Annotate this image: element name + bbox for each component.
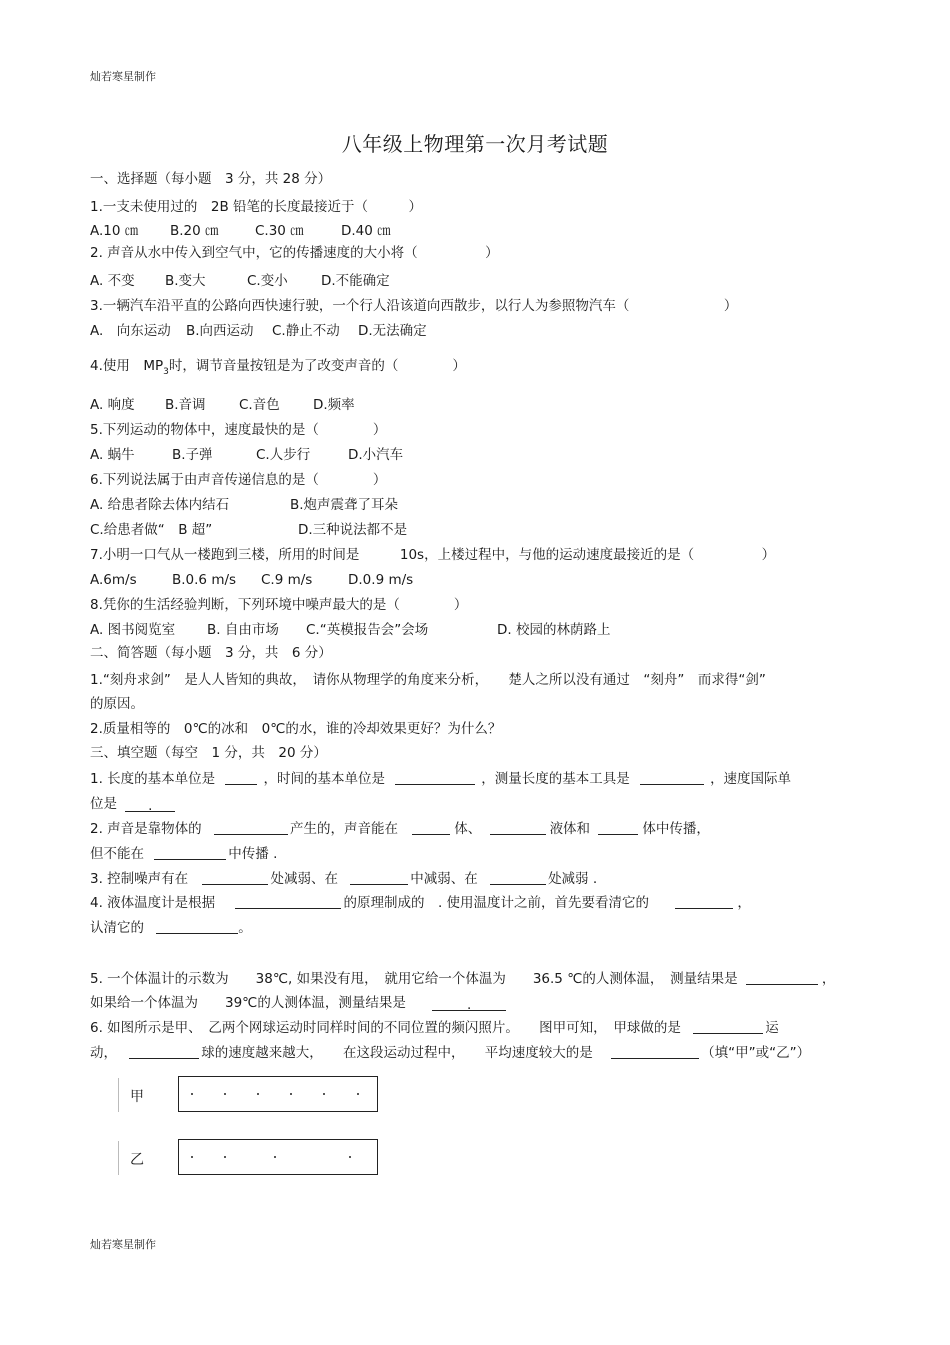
ball-yi-dot (191, 1156, 193, 1158)
q4-stem-subscript: 3 (163, 367, 169, 377)
fill-2-blank-4[interactable] (598, 820, 638, 835)
fill-5-blank-1[interactable] (746, 970, 818, 985)
q5-option-d: D.小汽车 (348, 447, 404, 463)
fill-2-line2 (90, 845, 277, 863)
fill-1-text-d: ，速度国际单 (710, 771, 792, 787)
fill-1-text-e: 位是 (90, 796, 117, 812)
q6-stem: 6.下列说法属于由声音传递信息的是（ ） (90, 472, 387, 488)
q1-option-b: B.20 ㎝ (170, 223, 219, 239)
fill-3 (90, 870, 597, 888)
fill-3-text-d: 处减弱 . (548, 871, 598, 887)
fill-5-text-c: 如果给一个体温为 39℃的人测体温，测量结果是 (90, 995, 406, 1011)
fill-4-text-c: ， (737, 895, 751, 911)
fill-6-text-b: 运 (765, 1020, 779, 1036)
page-footer: 灿若寒星制作 (90, 1238, 156, 1251)
fill-3-text-a: 3. 控制噪声有在 (90, 871, 189, 887)
ball-yi-photo-frame (178, 1139, 378, 1175)
q2-options (90, 272, 390, 290)
q7-stem: 7.小明一口气从一楼跑到三楼，所用的时间是 10s，上楼过程中，与他的运动速度最接近的是（ ） (90, 547, 776, 563)
ball-jia-dot (323, 1093, 325, 1095)
fill-3-blank-3[interactable] (490, 870, 546, 885)
q3-stem: 3.一辆汽车沿平直的公路向西快速行驶，一个行人沿该道向西散步，以行人为参照物汽车（ ） (90, 298, 738, 314)
fill-6-line1 (90, 1019, 779, 1037)
q6-option-a: A. 给患者除去体内结石 (90, 497, 230, 513)
q1-option-a: A.10 ㎝ (90, 223, 139, 239)
q3-option-d: D.无法确定 (358, 323, 427, 339)
q5-option-a: A. 蜗牛 (90, 447, 135, 463)
fill-5-line2 (90, 994, 506, 1012)
q4-option-b: B.音调 (165, 397, 206, 413)
ball-jia-dot (357, 1093, 359, 1095)
q2-option-b: B.变大 (165, 273, 206, 289)
label-jia: 甲 (130, 1089, 144, 1105)
fill-5-text-b: ， (821, 971, 836, 987)
q7-option-d: D.0.9 m/s (348, 572, 414, 588)
q2-option-c: C.变小 (247, 273, 288, 289)
q4-options (90, 396, 355, 414)
ball-jia-dot (257, 1093, 259, 1095)
q3-option-c: C.静止不动 (272, 323, 340, 339)
q6-options-row1 (90, 496, 398, 514)
page-header: 灿若寒星制作 (90, 70, 156, 83)
fill-4-line2 (90, 919, 252, 937)
q1-option-d: D.40 ㎝ (341, 223, 391, 239)
fill-6-text-a: 6. 如图所示是甲、 乙两个网球运动时同样时间的不同位置的频闪照片。 图甲可知， 甲球做的是 (90, 1020, 681, 1036)
ball-yi-dot (349, 1156, 351, 1158)
section-choice-heading: 一、选择题（每小题 3 分，共 28 分） (90, 171, 332, 187)
q4-stem-part2: 时，调节音量按钮是为了改变声音的（ ） (168, 358, 466, 374)
fill-5-line1 (90, 970, 835, 988)
q2-stem: 2. 声音从水中传入到空气中，它的传播速度的大小将（ ） (90, 245, 499, 261)
fill-4-blank-2[interactable] (675, 894, 733, 909)
q6-option-b: B.炮声震聋了耳朵 (290, 497, 399, 513)
q5-option-c: C.人步行 (256, 447, 311, 463)
fill-2-blank-5[interactable] (154, 845, 226, 860)
short-answer-1-line1: 1.“刻舟求剑” 是人人皆知的典故， 请你从物理学的角度来分析， 楚人之所以没有通过 “刻舟” 而求得“剑” (90, 672, 766, 688)
q5-option-b: B.子弹 (172, 447, 213, 463)
fill-6-text-c: 动， (90, 1045, 117, 1061)
short-answer-1-line2: 的原因。 (90, 696, 144, 712)
fill-2-text-e: 体中传播， (642, 821, 710, 837)
fill-1-text-a: 1. 长度的基本单位是 (90, 771, 216, 787)
fill-4-blank-1[interactable] (235, 894, 341, 909)
fill-1-line1 (90, 770, 791, 788)
fill-6-line2 (90, 1044, 810, 1062)
fill-2-text-a: 2. 声音是靠物体的 (90, 821, 202, 837)
q3-option-a: A. 向东运动 (90, 323, 171, 339)
fill-6-text-e: （填“甲”或“乙”） (701, 1045, 811, 1061)
fill-6-blank-2[interactable] (129, 1044, 199, 1059)
fill-2-text-g: 中传播 . (228, 846, 278, 862)
q7-option-a: A.6m/s (90, 572, 137, 588)
fill-2-line1 (90, 820, 710, 838)
ball-jia-photo-frame (178, 1076, 378, 1112)
fill-6-blank-3[interactable] (611, 1044, 699, 1059)
q4-option-d: D.频率 (313, 397, 355, 413)
fill-2-blank-3[interactable] (490, 820, 546, 835)
fill-1-text-c: ，测量长度的基本工具是 (481, 771, 630, 787)
fill-4-text-b: 的原理制成的 . 使用温度计之前，首先要看清它的 (343, 895, 650, 911)
q6-option-c: C.给患者做“ B 超” (90, 522, 213, 538)
q1-option-c: C.30 ㎝ (255, 223, 304, 239)
fill-4-text-d: 认清它的 (90, 920, 144, 936)
q4-stem (90, 357, 466, 381)
fill-2-blank-2[interactable] (412, 820, 450, 835)
fill-2-text-b: 产生的，声音能在 (289, 821, 398, 837)
fill-6-blank-1[interactable] (693, 1019, 763, 1034)
q1-options (90, 222, 391, 240)
fill-1-blank-2[interactable] (395, 770, 475, 785)
fill-6-text-d: 球的速度越来越大， 在这段运动过程中， 平均速度较大的是 (201, 1045, 593, 1061)
ball-yi-dot (224, 1156, 226, 1158)
ball-jia-dot (224, 1093, 226, 1095)
fill-4-blank-3[interactable] (156, 919, 238, 934)
fill-2-text-c: 体、 (454, 821, 482, 837)
q7-option-b: B.0.6 m/s (172, 572, 237, 588)
fill-2-text-f: 但不能在 (90, 846, 144, 862)
fill-1-blank-3[interactable] (640, 770, 704, 785)
fill-1-text-b: ，时间的基本单位是 (263, 771, 385, 787)
q8-option-a: A. 图书阅览室 (90, 622, 176, 638)
fill-2-blank-1[interactable] (214, 820, 288, 835)
fill-5-text-a: 5. 一个体温计的示数为 38℃, 如果没有甩， 就用它给一个体温为 36.5 ℃的人测体温， 测量结果是 (90, 971, 738, 987)
q4-stem-part1: 4.使用 MP (90, 358, 164, 374)
q8-option-b: B. 自由市场 (207, 622, 279, 638)
figure-divider-yi (118, 1141, 119, 1175)
q8-stem: 8.凭你的生活经验判断，下列环境中噪声最大的是（ ） (90, 597, 468, 613)
q5-options (90, 446, 403, 464)
q8-options (90, 621, 610, 639)
ball-yi-dot (274, 1156, 276, 1158)
figure-divider-jia (118, 1078, 119, 1112)
fill-1-blank-1[interactable] (225, 770, 257, 785)
fill-3-blank-2[interactable] (350, 870, 408, 885)
q6-options-row2 (90, 521, 407, 539)
label-yi: 乙 (130, 1152, 144, 1168)
ball-jia-dot (290, 1093, 292, 1095)
q4-option-c: C.音色 (239, 397, 280, 413)
fill-1-blank-4[interactable]: . (125, 797, 175, 812)
q4-option-a: A. 响度 (90, 397, 135, 413)
fill-3-text-b: 处减弱、在 (270, 871, 338, 887)
q7-options (90, 571, 413, 589)
q8-option-c: C.“英模报告会”会场 (306, 622, 429, 638)
fill-4-text-a: 4. 液体温度计是根据 (90, 895, 216, 911)
fill-1-line2 (90, 795, 175, 813)
fill-3-blank-1[interactable] (202, 870, 268, 885)
fill-3-text-c: 中减弱、在 (410, 871, 478, 887)
short-answer-2: 2.质量相等的 0℃的冰和 0℃的水，谁的冷却效果更好？为什么？ (90, 721, 502, 737)
ball-jia-dot (191, 1093, 193, 1095)
fill-5-blank-2[interactable]: . (432, 996, 506, 1011)
fill-2-text-d: 液体和 (549, 821, 591, 837)
q3-option-b: B.向西运动 (186, 323, 254, 339)
q3-options (90, 322, 427, 340)
fill-4-line1 (90, 894, 751, 912)
section-short-answer-heading: 二、简答题（每小题 3 分，共 6 分） (90, 645, 332, 661)
q8-option-d: D. 校园的林荫路上 (497, 622, 611, 638)
q1-stem: 1.一支未使用过的 2B 铅笔的长度最接近于（ ） (90, 199, 423, 215)
fill-4-text-e: 。 (238, 920, 252, 936)
q2-option-a: A. 不变 (90, 273, 135, 289)
q2-option-d: D.不能确定 (321, 273, 390, 289)
q6-option-d: D.三种说法都不是 (298, 522, 408, 538)
q5-stem: 5.下列运动的物体中，速度最快的是（ ） (90, 422, 387, 438)
q7-option-c: C.9 m/s (261, 572, 313, 588)
page-title: 八年级上物理第一次月考试题 (341, 132, 609, 156)
section-fill-heading: 三、填空题（每空 1 分，共 20 分） (90, 745, 327, 761)
